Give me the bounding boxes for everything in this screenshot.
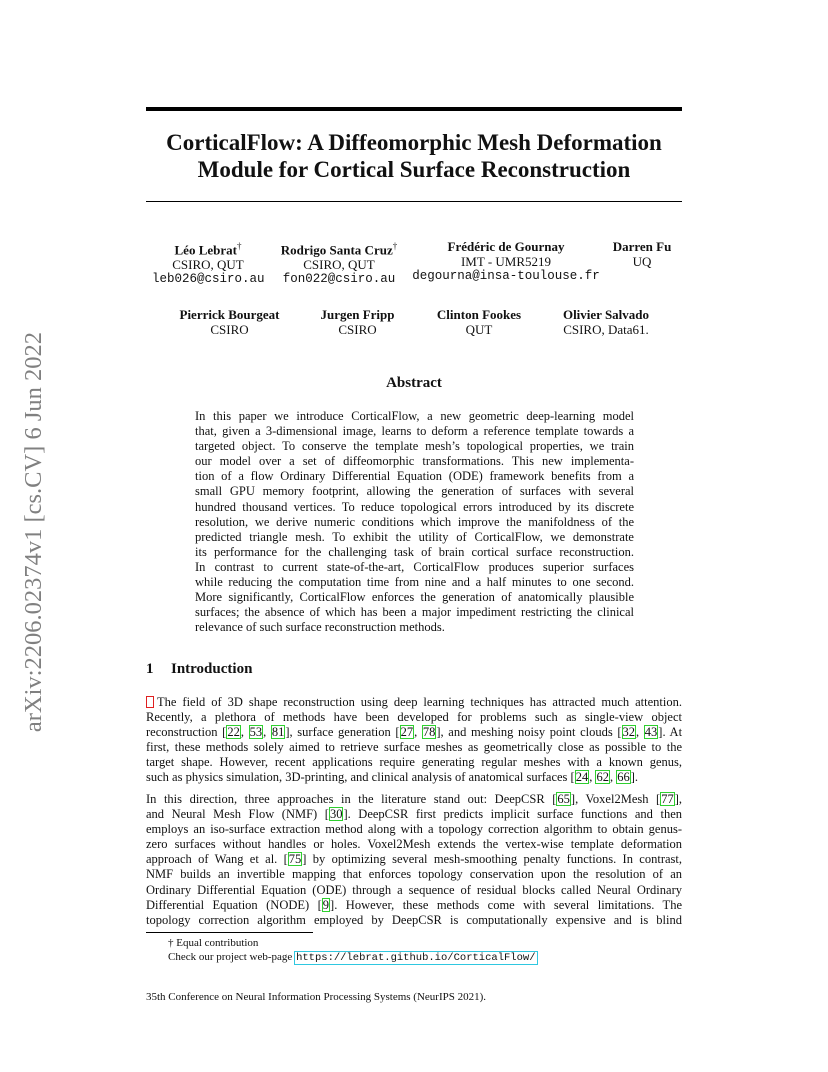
citation-link[interactable]: 53 <box>249 725 263 740</box>
author-affiliation: CSIRO <box>338 322 377 337</box>
abstract-line: In this paper we introduce CorticalFlow, a new geometric deep-learning model <box>195 409 634 423</box>
citation-link[interactable]: 66 <box>617 770 630 785</box>
arxiv-stamp <box>14 305 54 760</box>
author-name: Darren Fu <box>612 239 672 254</box>
footnote-rule <box>146 932 313 933</box>
citation-link[interactable]: 75 <box>288 852 302 867</box>
section-title: Introduction <box>171 661 253 677</box>
author-name: Léo Lebrat† <box>174 241 242 258</box>
author-email: leb026@csiro.au <box>152 272 265 287</box>
paragraph-line: target shape. However, recent applications require generating regular meshes with a known genus, <box>146 755 682 770</box>
abstract-line: our model over a set of diffeomorphic transformations. This new implementa- <box>195 454 634 469</box>
paragraph-line: In this direction, three approaches in the literature stand out: DeepCSR [65], Voxel2Mesh [77], <box>146 792 682 806</box>
arxiv-stamp-text: arXiv:2206.02374v1 [cs.CV] 6 Jun 2022 <box>20 332 47 733</box>
author-block <box>606 239 678 269</box>
citation-link[interactable]: 43 <box>644 725 658 740</box>
paragraph-line: The field of 3D shape reconstruction using deep learning techniques has attracted much attention. <box>146 695 682 710</box>
citation-link[interactable]: 22 <box>227 725 240 740</box>
author-block <box>411 239 601 284</box>
conference-note: 35th Conference on Neural Information Processing Systems (NeurIPS 2021). <box>146 991 487 1003</box>
footnote-line: Check our project web-page https://lebrat.github.io/CorticalFlow/ <box>168 950 536 964</box>
abstract-line: tion of a flow Ordinary Differential Equation (ODE) framework benefits from a <box>195 469 634 484</box>
author-block <box>273 239 405 287</box>
author-block <box>152 239 264 287</box>
author-block <box>310 307 405 337</box>
citation-link[interactable]: 30 <box>329 807 343 822</box>
section-number: 1 <box>146 661 154 677</box>
author-email: degourna@insa-toulouse.fr <box>412 269 600 283</box>
equal-contribution-mark: † <box>236 241 242 251</box>
paragraph-line: Differential Equation (NODE) [9]. However, these methods come with several limitations. The <box>146 897 682 912</box>
author-affiliation: QUT <box>465 322 493 337</box>
abstract-line: targeted object. To conserve the template mesh’s topological properties, we train <box>195 439 634 454</box>
paragraph-line: NMF builds an invertible mapping that enforces topology conservation upon the resolution of an <box>146 867 682 882</box>
citation-link[interactable]: 9 <box>322 897 330 912</box>
citation-marker-box[interactable] <box>146 696 154 708</box>
abstract-line: its performance for the challenging task of brain cortical surface reconstruction. <box>195 544 634 559</box>
author-name: Jurgen Fripp <box>320 307 395 322</box>
paragraph-line: and Neural Mesh Flow (NMF) [30]. DeepCSR first predicts implicit surface functions and then <box>146 807 682 822</box>
author-affiliation: CSIRO, QUT <box>303 257 375 273</box>
author-affiliation: CSIRO <box>210 322 249 337</box>
paragraph-line: first, these methods solely aimed to retrieve surface meshes as geometrically close as possible to the <box>146 740 682 755</box>
title-line: CorticalFlow: A Diffeomorphic Mesh Deformation <box>166 130 662 155</box>
author-email: fon022@csiro.au <box>282 272 396 287</box>
paragraph-line: such as physics simulation, 3D-printing, and clinical analysis of anatomical surfaces [24, 62, 66]. <box>146 770 639 785</box>
title-bottom-rule <box>146 201 682 202</box>
title-top-rule <box>146 107 682 111</box>
section-heading <box>146 661 252 678</box>
intro-paragraph-1 <box>146 695 682 786</box>
paragraph-line: employs an iso-surface extraction method along with a topology correction algorithm to obtain genus- <box>146 822 682 837</box>
equal-contribution-mark: † <box>392 241 398 251</box>
author-affiliation: CSIRO, QUT <box>172 257 244 273</box>
author-affiliation: CSIRO, Data61. <box>563 322 649 337</box>
paragraph-line: topology correction algorithm employed by DeepCSR is computationally expensive and is blind <box>146 912 682 927</box>
abstract-line: that, given a 3-dimensional image, learns to deform a reference template towards a <box>195 424 634 439</box>
citation-link[interactable]: 65 <box>557 792 570 806</box>
author-affiliation: UQ <box>632 254 652 269</box>
abstract-line: small GPU memory footprint, allowing the generation of surfaces with several <box>195 484 634 499</box>
abstract-body <box>195 409 634 635</box>
citation-link[interactable]: 81 <box>271 725 285 740</box>
abstract-line: relevance of such surface reconstruction methods. <box>195 620 445 635</box>
author-name: Olivier Salvado <box>562 307 650 322</box>
abstract-line: More significantly, CorticalFlow enforces the generation of anatomically plausible <box>195 590 634 605</box>
title-line: Module for Cortical Surface Reconstruction <box>197 157 631 182</box>
footnote-line: † Equal contribution <box>168 937 259 949</box>
intro-paragraph-2 <box>146 792 682 928</box>
author-block <box>555 307 657 337</box>
paragraph-line: zero surfaces without handles or holes. Voxel2Mesh extends the vertex-wise template deformation <box>146 837 682 852</box>
abstract-line: while reducing the computation time from nine and a half minutes to one second. <box>195 575 634 590</box>
author-affiliation: IMT - UMR5219 <box>460 254 552 269</box>
abstract-line: resolution, we derive numeric conditions which improve the manifoldness of the <box>195 514 634 529</box>
abstract-line: hundred thousand vertices. To reduce topological errors introduced by its discrete <box>195 499 634 514</box>
abstract-line: In contrast to current state-of-the-art, CorticalFlow produces superior surfaces <box>195 559 634 574</box>
paragraph-line: reconstruction [22, 53, 81], surface generation [27, 78], and meshing noisy point clouds [32, 43]. At <box>146 725 683 740</box>
citation-link[interactable]: 32 <box>622 725 636 740</box>
citation-link[interactable]: 62 <box>596 770 609 785</box>
abstract-line: predicted triangle mesh. To exhibit the utility of CorticalFlow, we demonstrate <box>195 529 634 544</box>
author-block <box>428 307 530 337</box>
footnote <box>168 937 537 965</box>
paragraph-line: Recently, a plethora of methods have been developed for problems such as single-view object <box>146 710 682 725</box>
citation-link[interactable]: 77 <box>661 792 674 806</box>
author-name: Rodrigo Santa Cruz† <box>280 241 398 258</box>
citation-link[interactable]: 78 <box>422 725 436 740</box>
project-url-link[interactable]: https://lebrat.github.io/CorticalFlow/ <box>296 951 536 964</box>
citation-link[interactable]: 27 <box>400 725 414 740</box>
paragraph-line: Ordinary Differential Equation (ODE) through a sequence of residual blocks called Neural Ordinary <box>146 882 682 897</box>
author-block <box>172 307 287 337</box>
paper-title <box>146 129 682 183</box>
paragraph-line: approach of Wang et al. [75] by optimizing several mesh-smoothing penalty functions. In contrast, <box>146 852 682 867</box>
abstract-heading: Abstract <box>386 375 442 391</box>
author-name: Frédéric de Gournay <box>447 239 565 254</box>
citation-link[interactable]: 24 <box>575 770 589 785</box>
author-name: Clinton Fookes <box>436 307 522 322</box>
author-name: Pierrick Bourgeat <box>179 307 280 322</box>
abstract-line: surfaces; the absence of which has been a major impediment restricting the clinical <box>195 605 634 620</box>
